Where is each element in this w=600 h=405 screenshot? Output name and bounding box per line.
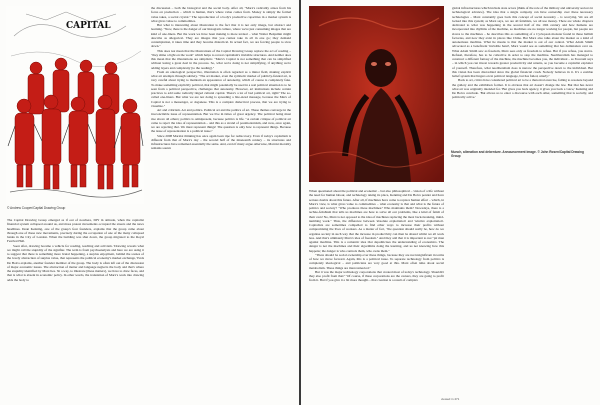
illustration-credit: © Andrew Cooper/Capital Drawing Group (7, 206, 66, 210)
paragraph: When questioned about the political and economic – but also philosophical – vision of a life without the need for human labour, and technology taking its place, Kenning and De Bolca ponder and have serious doubts about this future. After all, if machines have come to replace human effort – which, in Marx's view, is what gives value to commodities – what economy is that and what is the future of politics and society? "Who produces these machines? Who maintains them? Nowadays, there is a techno-fetishism that tells us machines are here to solve all our problems, like a kind of fetish of their own! No, Marx is not opposed to the idea of machines replacing the most back-breaking, mind-numbing work." Thus, the difference between 'absolute exploitation' and 'relative exploitation'. Capitalists are sometimes compelled to find other ways to increase their profits without compromising the lives of workers. As a matter of fact, "the question should really be, how do we organise society in such way that the increase in productivity can then be shared whilst we all work less. And that's ultimately Marx's idea of freedom." And they add that it is important to not "pit man against machine. This is a romantic idea that depoliticises the understanding of economics. The danger is not the machines and their algorithms doing the learning, and us not knowing how this happens; the danger is who controls them, who owns them." (309, 189, 444, 253)
left-page (0, 0, 299, 405)
paragraph: global infrastructures which include state actors (think of the role of the military and university sectors in technological advance). The idea that a single company can have ownership over these necessary technologies – Marx constantly goes back this concept of social necessity – is worrying. We are all locked into this system; as Marx says, we are all fetishists, we all use money. There are whole chapters dedicated to what was happening in the second half of the 19th century and how humans are incorporated into rhythms of the machine, so machines are no longer working for people, but people are slaves to the machines – he describes this as something of a Cyclopean monster found in these hellish factories, and now they exist in places like China. But Marx also talks about the market as a kind of autonomous machine. What he means is that the market is out of our control. What Adam Smith advocated as a beneficent 'invisible hand', Marx would see as something that has domination over us. What Adam Smith saw as freedom, Marx sees only as freedom to refuse. But if you refuse, you starve. Refusal, therefore, has to be collective in order to stop the machine. Neoliberalism has managed to construct a different fantasy of the machine, the machine becomes you, the individual – as Foucault says – in which you can invest towards greater productivity and returns, so you become a capitalist exploiter of yourself. Therefore, what neoliberalism does is narrow the perspective down to the individual. But this vision has been discredited since the global financial crash. Nobody believes in it. It's a zombie belief system that lingers on in political language, but has failed, utterly." (452, 6, 593, 78)
right-page (301, 0, 600, 405)
capital-label: CAPITAL (66, 21, 111, 31)
paragraph: The Capital Drawing Group emerged as if out of nowhere, DIY in attitude, when the capitalist financial system collapsed around us, and mass protest movements occupied the streets and the news headlines. Dean Kenning, one of the group's four founders, explains that the group came about through one of these new movements, precisely during the occupation of one of the many collapsed banks in the City of London. When the building was shut down, the group migrated to the Royal Festival Hall. (7, 218, 144, 244)
paragraph: This does not mean that the illustrations of the Capital Drawing Group replace the act of reading – "they shine a light on the work" which helps to reveal capitalism's invisible structures. And neither does this mean that the illustrations are simplistic. "Marx's Capital is not something that can be simplified without losing a great deal in the process. So, what we're doing is not simplifying, if anything we're adding layers and complexity [to the reading]." (151, 48, 291, 70)
left-col-1 (7, 218, 144, 398)
paragraph: Soon after, drawing became a vehicle for reading, teaching and activism. 'Drawing reveals what we might call the stupidity of the signifier. The term is from psychoanalysis and here we are using it to suggest that there is something more brutal happening, a surplus enjoyment, behind the scenes of the lovely abstraction of surplus value, that represents the political economy's market exchange,' Ends De Bolca explains, another founder member of the group. The body is often left out of the discussion of major economic issues. The abstraction of matter and language neglects the body and that's where the stupidity identified by Marx lies. 'In a way, to illustrate [these matters], we have to draw faces, and that is what is absent in economic policy. In other words, the translation of Marx's work into drawing adds the body to (7, 243, 144, 282)
right-col-2 (452, 6, 593, 146)
page-footer: viewed in 471 (441, 397, 460, 401)
munch-photo (309, 6, 444, 182)
paragraph: From an ontological perspective, illustration is often regarded as a minor field, making explicit what art attempts through subtlety. "The art market, even the symbolic market of publicly-funded art, is very careful about trying to maintain an appearance of autonomy, which of course is completely fake. To make something explicitly political, that might potentially be used in a real political situation is to be seen from a political perspective, challenges that autonomy. However, art institutions include certain practices to add some radically tinged cultural capital. There's a lot of bad political art, right? The so-called one-liners. But what we are not doing is spreading a bite-sized message, because the Marx of Capital is not a messenger, or doganese. This is a complex dialectical process, that we are trying to visualize." (151, 69, 291, 108)
paragraph: the discussion – both the biological and the social body. After all, "Marx's radicality arises from his focus on production – which is human, that's where value comes from. Money is simply the formal value takes, a social crystal." The reproduction of a body's productive capacities in a market system is what gives value to commodities. (151, 6, 291, 23)
right-col-1 (309, 189, 444, 397)
paragraph: Art and criticism. Art and politics. Political art and the politics of art. These themes converge in the irreconcilable issue of representation. But we live in times of great urgency. The political being must rise above all others; politics is omnipresent, because politics is life. "A certain critique of political art came to reject the idea of representation – and this as a strand of postmodernism, and now, once again, we are rejecting that. We must represent things! The question is only how to represent things. Because the issue of representation is a political issue." (151, 108, 291, 134)
photo-image (309, 6, 444, 182)
paragraph: Back to art, critics have considered political art to be a rhetorical exercise, failing to resonate beyond the gallery and the exhibition format. It is obvious that art doesn't change the law. But that has never what art was originally intended for. 'But gives you back agency, it gives you back a voice,' Kenning and De Bolca conclude. 'But allows us to enter a discourse with each other, something that is socially, and politically active.' (452, 78, 593, 100)
paragraph: But it was the major technology corporations that created most of today's technology. Shouldn't they also profit from that? "Of course, if these corporations are the owners, they are going to profit from it. But if you give it a bit more thought... that creation is a result of complex (309, 269, 444, 283)
paragraph: But what is interesting about illustration is the fact that it is not only image, but abstract and learning. "Now, there is the danger of our Instagram culture, where we're just consuming images that are kind of one-liners. But the work we have been making is more textual – what Walter Benjamin might describe as allegorical. They are images that you cannot take in all in one go; they demand contemplation, it takes time and they become dialectical. In actual fact, we are forcing people to slow down." (151, 23, 291, 49)
capital-illustration (6, 6, 144, 204)
figures-drawing (6, 6, 144, 204)
left-col-2 (151, 6, 291, 398)
photo-caption: Munch, alienation and debenture. Announcement image. © John Rosen/Capital Drawing Group (451, 150, 584, 158)
paragraph: "There should be social ownership over these things, because they are not insignificant in terms of how we move forward. Again, this is a political issue. To separate technology from politics is completely ideological – and politicians are very good at this. Marx often talks about social metabolism. These things are interconnected." (309, 252, 444, 270)
paragraph: Since 2008 Marxist thinking has once again been ripe for rediscovery. Even if today's capitalism is different from that of Marx's day – the second half of the nineteenth century – its structures and infrastructures have remained essentially the same. And, even if many argue otherwise, Marxist morality remains sound. (151, 133, 291, 151)
